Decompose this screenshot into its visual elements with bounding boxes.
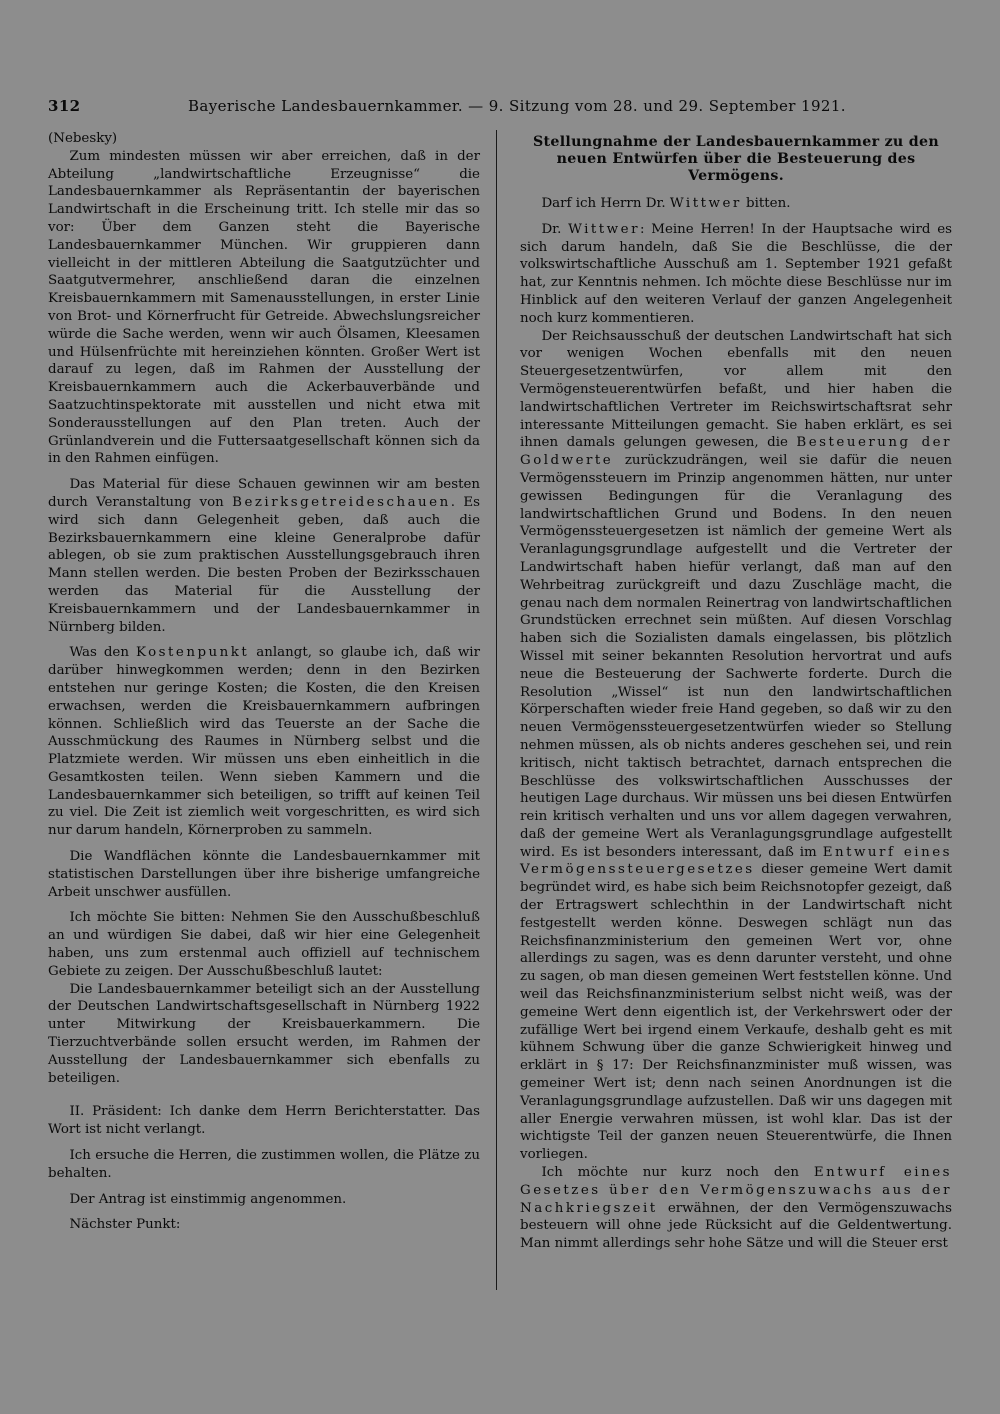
text-run: Dr. (541, 221, 569, 237)
section-title: Stellungnahme der Landesbauernkammer zu den neuen Entwürfen über die Besteuerung des Vermögens. (533, 134, 939, 184)
text-run: Der Reichsausschuß der deutschen Landwirtschaft hat sich vor wenigen Wochen ebenfalls mit den neuen Steuergesetzentwürfen, vor allem mit den Vermögensteuerentwürfen befaßt, und hier haben die landwirtschaftlichen Vertreter im Reichswirtschaftsrat sehr interessante Mitteilungen gemacht. Sie haben erklärt, es sei ihnen damals gelungen gewesen, die (520, 328, 952, 451)
text-run: Ich möchte nur kurz noch den (541, 1165, 814, 1181)
emphasized-term: Kostenpunkt (135, 645, 250, 661)
running-title: Bayerische Landesbauernkammer. — 9. Sitzung vom 28. und 29. September 1921. (188, 97, 846, 115)
paragraph: Die Wandflächen könnte die Landesbauernkammer mit statistischen Darstellungen über ihre bisherige umfangreiche Arbeit unschwer ausfüllen. (48, 849, 480, 900)
emphasized-term: Entwurf eines Vermögenssteuergesetzes (520, 844, 952, 878)
text-run: Darf ich Herrn Dr. (541, 196, 670, 211)
page-header (48, 94, 948, 118)
resolution-quote: Die Landesbauernkammer beteiligt sich an der Ausstellung der Deutschen Landwirtschaftsgesellschaft in Nürnberg 1922 unter Mitwirkung der Kreisbauerkammern. Die Tierzuchtverbände sollen ersucht werden, im Rahmen der Ausstellung der Landesbauernkammer sich ebenfalls zu beteiligen. (48, 981, 480, 1086)
speaker-name: (Nebesky) (48, 131, 118, 146)
column-divider (496, 130, 497, 1290)
paragraph: Ich ersuche die Herren, die zustimmen wollen, die Plätze zu behalten. (48, 1148, 480, 1181)
emphasized-term: Besteuerung der Goldwerte (520, 435, 952, 469)
paragraph (520, 195, 952, 213)
paragraph: II. Präsident: Ich danke dem Herrn Berichterstatter. Das Wort ist nicht verlangt. (48, 1104, 480, 1138)
text-run: anlangt, so glaube ich, daß wir darüber hinwegkommen werden; denn in den Bezirken entstehen nur geringe Kosten; die Kosten, die den Kreisen erwachsen, werden die Kreisbauernkammern aufbringen können. Schließlich wird das Teuerste an der Sache die Ausschmückung des Raumes in Nürnberg selbst und die Platzmiete werden. Wir müssen uns eben einheitlich in die Gesamtkosten teilen. Wenn sieben Kammern und die Landesbauernkammer sich beteiligen, so trifft auf keinen Teil zu viel. Die Zeit ist ziemlich weit vorgeschritten, es wird sich nur darum handeln, Körnerproben zu sammeln. (48, 645, 480, 839)
paragraph: Ich möchte Sie bitten: Nehmen Sie den Ausschußbeschluß an und würdigen Sie dabei, daß wir hier eine Gelegenheit haben, uns zum erstenmal auch offiziell auf technischem Gebiete zu zeigen. Der Ausschußbeschluß lautet: (48, 910, 480, 979)
right-column (520, 130, 952, 1253)
left-column (48, 130, 480, 1234)
text-run: zurückzudrängen, weil sie dafür die neuen Vermögenssteuern im Prinzip angenommen hätten, nur unter gewissen Bedingungen für die Veranlagung des landwirtschaftlichen Grund und Bodens. In den neuen Vermögenssteuergesetzen ist nämlich der gemeine Wert als Veranlagungsgrundlage aufgestellt und die Vertreter der Landwirtschaft haben hiefür verlangt, daß man auf den Wehrbeitrag zurückgreift und dazu Zuschläge macht, die genau nach dem normalen Reinertrag von landwirtschaftlichen Grundstücken errechnet sein müßten. Auf diesen Vorschlag haben sich die Sozialisten damals eingelassen, bis plötzlich Wissel mit seiner bekannten Resolution hervortrat und aufs neue die Besteuerung der Sachwerte forderte. Durch die Resolution „Wissel“ ist nun den landwirtschaftlichen Körperschaften wieder freie Hand gegeben, so daß wir zu den neuen Vermögenssteuergesetzentwürfen wieder so Stellung nehmen müssen, als ob nichts anderes geschehen sei, und rein kritisch, nicht taktisch betrachtet, darnach entsprechen die Beschlüsse des volkswirtschaftlichen Ausschusses der heutigen Lage durchaus. Wir müssen uns bei diesen Entwürfen rein kritisch verhalten und uns vor allem dagegen verwahren, daß der gemeine Wert als Veranlagungsgrundlage aufgestellt wird. Es ist besonders interessant, daß im (520, 453, 952, 860)
page-number: 312 (48, 97, 81, 115)
paragraph (520, 328, 952, 1164)
text-run: : Meine Herren! In der Hauptsache wird es sich darum handeln, daß Sie die Beschlüsse, die der volkswirtschaftliche Ausschuß am 1. September 1921 gefaßt hat, zur Kenntnis nehmen. Ich möchte diese Beschlüsse nur im Hinblick auf den weiteren Verlauf der ganzen Angelegenheit noch kurz kommentieren. (520, 221, 952, 326)
paragraph: Zum mindesten müssen wir aber erreichen, daß in der Abteilung „landwirtschaftliche Erzeugnisse“ die Landesbauernkammer als Repräsentantin der bayerischen Landwirtschaft in die Erscheinung tritt. Ich stelle mir das so vor: Über dem Ganzen steht die Bayerische Landesbauernkammer München. Wir gruppieren dann vielleicht in der mittleren Abteilung die Saatgutzüchter und Saatgutvermehrer, anschließend daran die einzelnen Kreisbauernkammern mit Samenausstellungen, in erster Linie von Brot- und Körnerfrucht für Getreide. Abwechslungsreicher würde die Sache werden, wenn wir auch Ölsamen, Kleesamen und Hülsenfrüchte mit hereinziehen könnten. Großer Wert ist darauf zu legen, daß im Rahmen der Ausstellung der Kreisbauernkammern auch die Ackerbauverbände und Saatzuchtinspektorate mit ausstellen und nicht etwa mit Sonderausstellungen auf den Plan treten. Auch der Grünlandverein und die Futtersaatgesellschaft können sich da in den Rahmen einfügen. (48, 148, 480, 467)
text-run: bitten. (741, 196, 791, 211)
text-run: erwähnen, der den Vermögenszuwachs besteuern will ohne jede Rücksicht auf die Geldentwertung. Man nimmt allerdings sehr hohe Sätze und will die Steuer erst (520, 1200, 952, 1252)
paragraph (520, 1164, 952, 1253)
paragraph (48, 644, 480, 840)
paragraph (48, 476, 480, 636)
emphasized-term: Entwurf eines Gesetzes über den Vermögenszuwachs aus der Nachkriegszeit (520, 1165, 952, 1216)
text-run: . Es wird sich dann Gelegenheit geben, daß auch die Bezirksbauernkammern eine kleine Generalprobe dafür ablegen, ob sie zum praktischen Ausstellungsgebrauch ihren Mann stellen werden. Die besten Proben der Bezirksschauen werden das Material für die Ausstellung der Kreisbauernkammern und der Landesbauernkammer in Nürnberg bilden. (48, 494, 480, 635)
paragraph: Der Antrag ist einstimmig angenommen. (69, 1191, 347, 1207)
text-run: Das Material für diese Schauen gewinnen wir am besten durch Veranstaltung von (48, 477, 480, 510)
text-run: dieser gemeine Wert damit begründet wird, es habe sich beim Reichsnotopfer gezeigt, daß der Ertragswert schlechthin in der Landwirtschaft nicht festgestellt werden könne. Deswegen schlägt nun das Reichsfinanzministerium den gemeinen Wert vor, ohne allerdings zu sagen, was es denn darunter versteht, und ohne zu sagen, ob man diesen gemeinen Wert feststellen könne. Und weil das Reichsfinanzministerium selbst nicht weiß, was der gemeine Wert denn eigentlich ist, der Verkehrswert oder der zufällige Wert bei irgend einem Verkaufe, deshalb geht es mit kühnem Schwung über die ganze Schwierigkeit hinweg und erklärt in § 17: Der Reichsfinanzminister muß wissen, was gemeiner Wert ist; denn nach seinen Anordnungen ist die Veranlagungsgrundlage aufzustellen. Daß wir uns dagegen mit aller Energie verwahren müssen, ist wohl klar. Das ist der wichtigste Teil der ganzen neuen Steuerentwürfe, die Ihnen vorliegen. (520, 862, 952, 1163)
paragraph (520, 221, 952, 328)
paragraph: Nächster Punkt: (69, 1217, 181, 1233)
emphasized-term: Wittwer (669, 196, 742, 211)
emphasized-term: Bezirksgetreideschauen (232, 494, 451, 510)
text-run: Was den (69, 645, 136, 661)
speaker-name: Wittwer (568, 221, 640, 237)
